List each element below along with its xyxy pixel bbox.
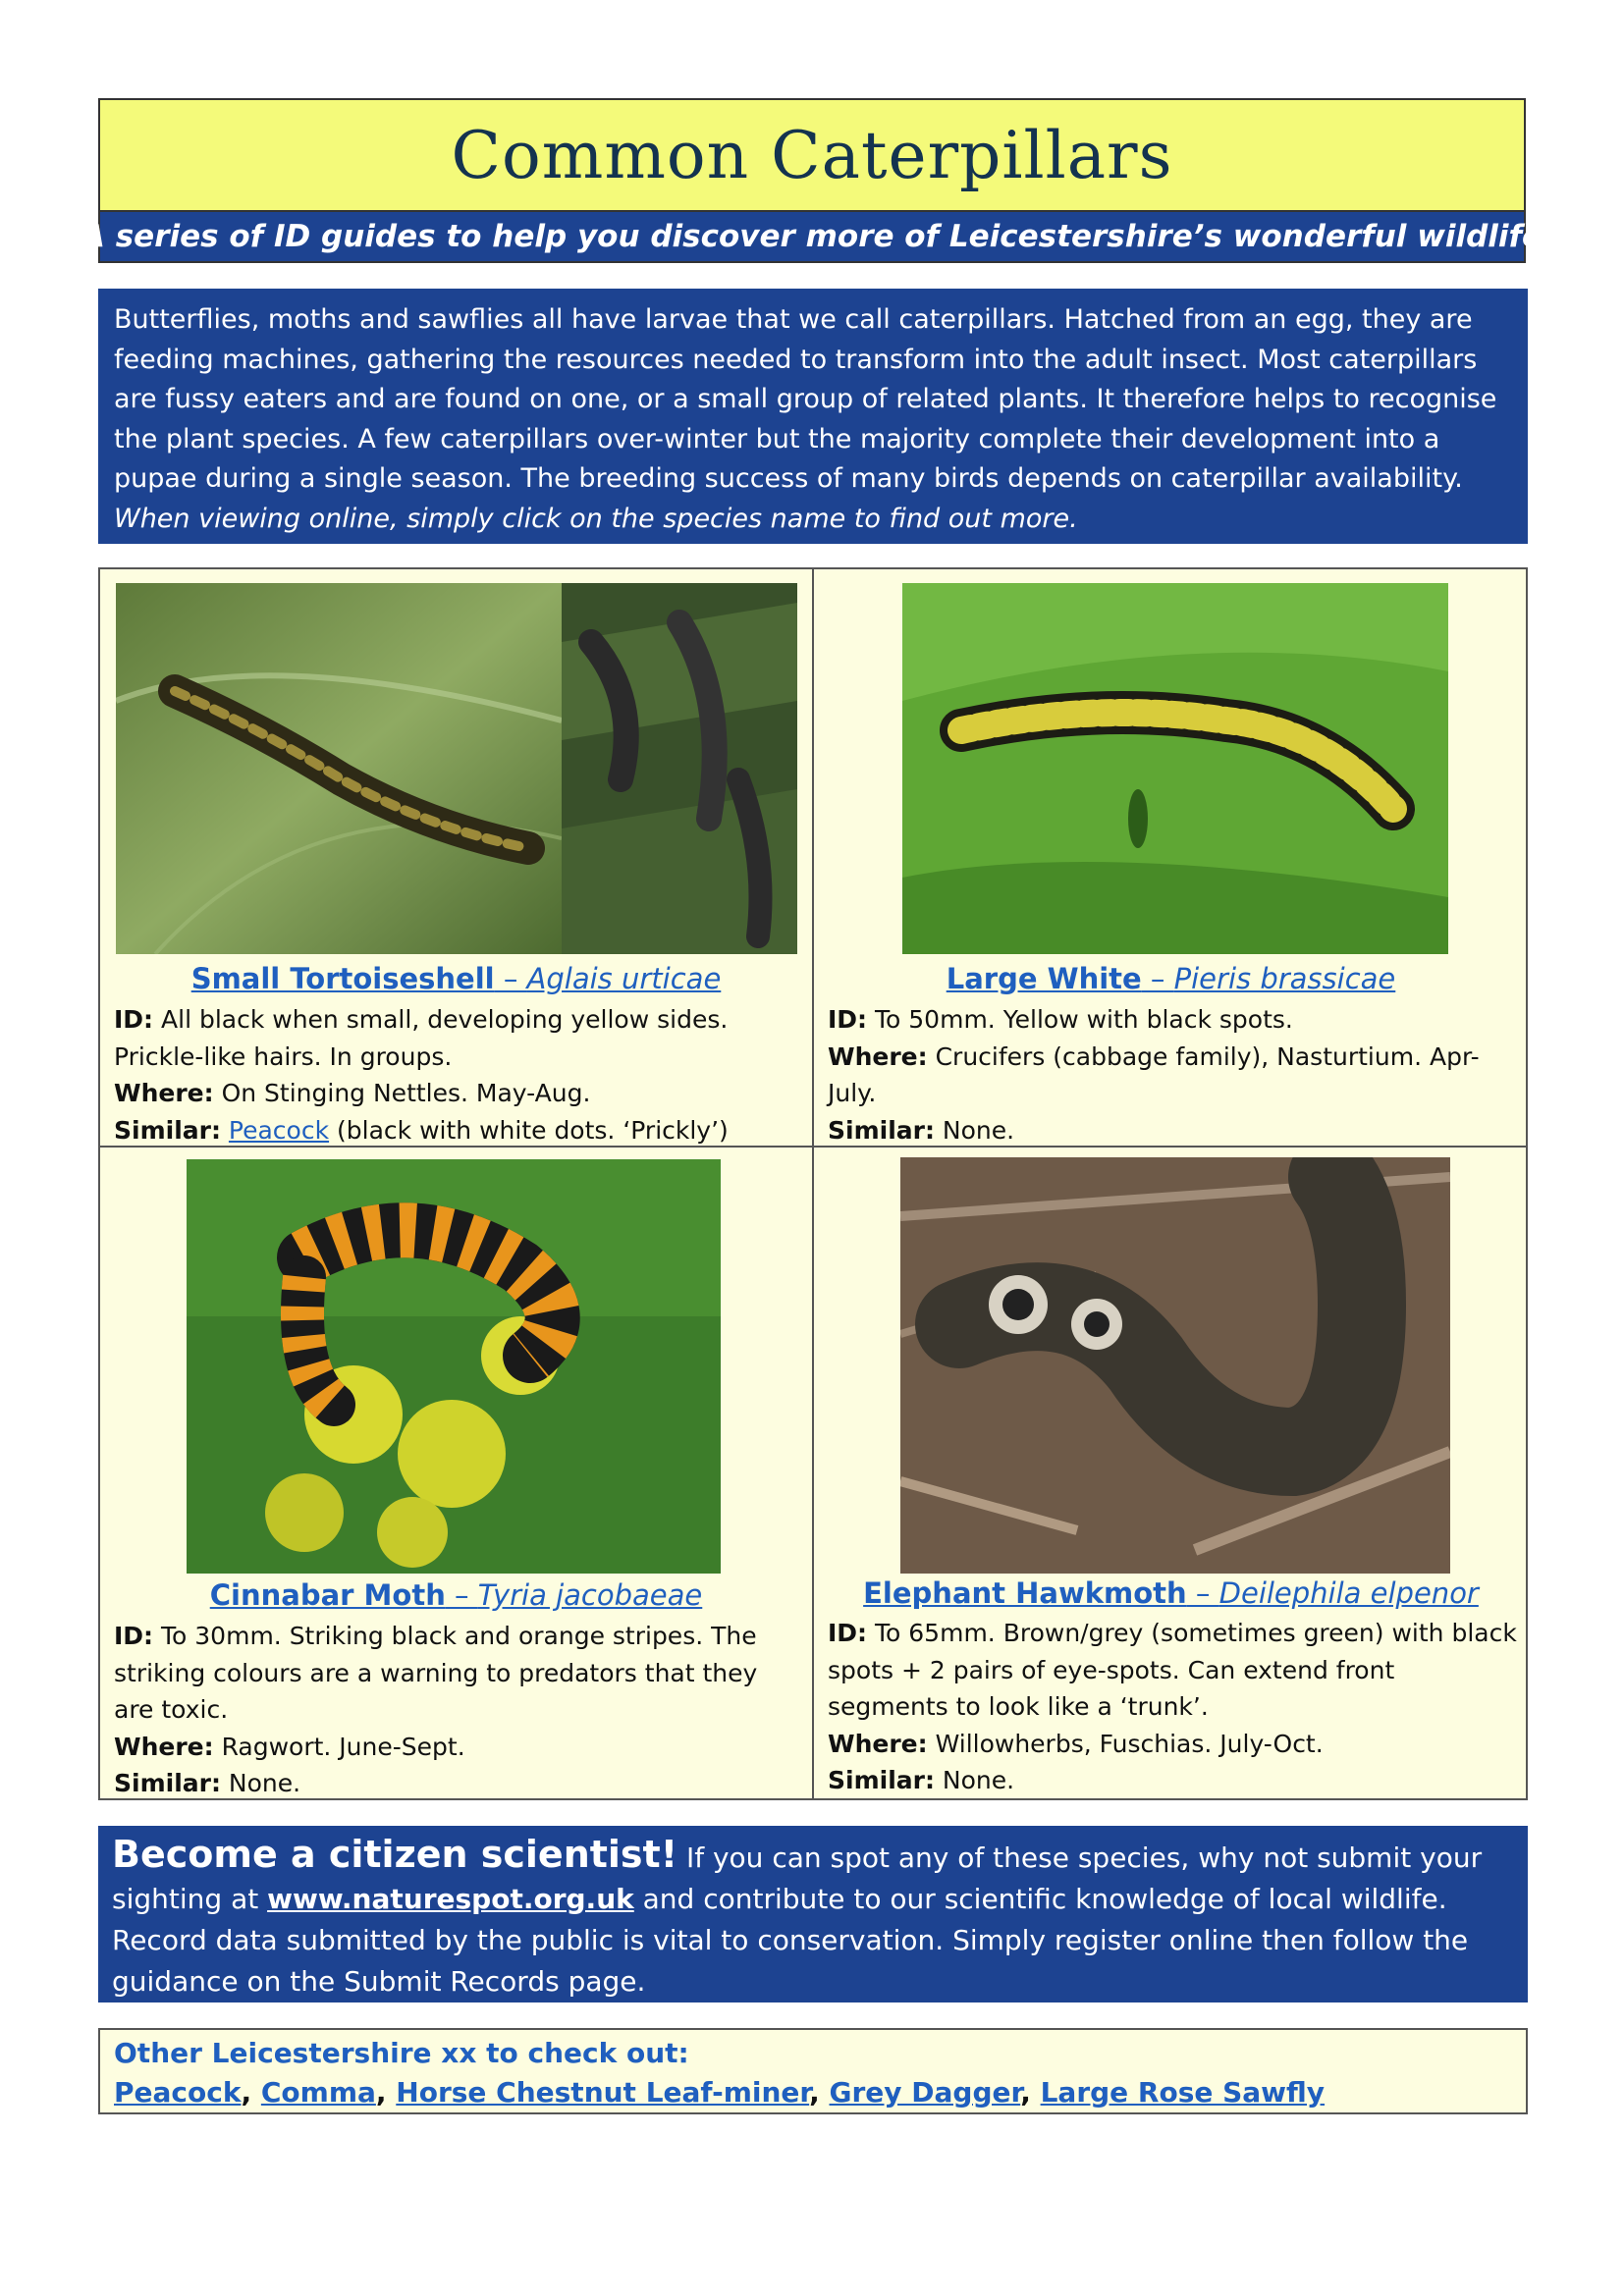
other-link-large-rose-sawfly[interactable]: Large Rose Sawfly: [1040, 2076, 1326, 2109]
small-tortoiseshell-photo: [116, 583, 562, 954]
species-name-link[interactable]: [100, 962, 812, 995]
citizen-text-before: If you can spot any of these species, why not submit your sighting at: [112, 1842, 1483, 1915]
id-text: All black when small, developing yellow sides. Prickle-like hairs. In groups.: [114, 1005, 729, 1071]
similar-label: Similar:: [114, 1115, 221, 1145]
other-link-peacock[interactable]: Peacock: [114, 2076, 242, 2109]
id-text: To 50mm. Yellow with black spots.: [875, 1005, 1293, 1034]
species-scientific-name: Pieris brassicae: [1173, 962, 1396, 995]
id-text: To 65mm. Brown/grey (sometimes green) with black spots + 2 pairs of eye-spots. Can extend front segments to look like a ‘trunk’.: [828, 1619, 1517, 1721]
similar-text: None.: [942, 1115, 1015, 1145]
similar-label: Similar:: [828, 1766, 935, 1794]
species-common-name: Small Tortoiseshell: [190, 962, 495, 995]
species-card-cinnabar-moth: [100, 1148, 812, 1800]
similar-text: (black with white dots. ‘Prickly’): [337, 1115, 729, 1145]
naturespot-link[interactable]: www.naturespot.org.uk: [267, 1883, 634, 1915]
title-band: [100, 100, 1524, 212]
species-scientific-name: Aglais urticae: [526, 962, 722, 995]
other-species-links: [114, 2073, 1512, 2112]
id-label: ID:: [828, 1005, 868, 1034]
species-info: [114, 1618, 802, 1802]
where-text: Willowherbs, Fuschias. July-Oct.: [935, 1729, 1324, 1758]
where-text: Ragwort. June-Sept.: [221, 1732, 465, 1761]
species-name-dash: –: [1186, 1576, 1219, 1610]
where-label: Where:: [828, 1729, 928, 1758]
link-separator: ,: [241, 2076, 261, 2109]
where-label: Where:: [114, 1079, 214, 1107]
title-box: [81, 98, 1543, 263]
species-grid: [98, 567, 1528, 1800]
id-label: ID:: [114, 1005, 154, 1034]
page-subtitle: A series of ID guides to help you discover more of Leicestershire’s wonderful wildlife: [81, 219, 1543, 254]
species-info: [828, 1615, 1518, 1799]
where-text: On Stinging Nettles. May-Aug.: [221, 1079, 591, 1107]
similar-link-peacock[interactable]: Peacock: [228, 1115, 330, 1145]
intro-text: Butterflies, moths and sawflies all have larvae that we call caterpillars. Hatched from an egg, they are feeding machines, gathering the resources needed to transform into the adult insect. Most caterpillars are fussy eaters and are found on one, or a small group of related plants. It therefore helps to recognise the plant species. A few caterpillars over-winter but the majority complete their development into a pupae during a single season. The breeding success of many birds depends on caterpillar availability.: [114, 304, 1497, 494]
other-link-comma[interactable]: Comma: [260, 2076, 376, 2109]
id-label: ID:: [828, 1619, 868, 1647]
cinnabar-moth-photo: [187, 1159, 721, 1574]
species-info: [114, 1001, 802, 1148]
other-species-title: Other Leicestershire xx to check out:: [114, 2037, 689, 2069]
link-separator: ,: [375, 2076, 397, 2109]
subtitle-band: [81, 212, 1543, 261]
species-name-link[interactable]: [814, 1576, 1528, 1610]
small-tortoiseshell-group-photo: [562, 583, 797, 954]
species-common-name: Cinnabar Moth: [209, 1578, 446, 1612]
species-name-dash: –: [1141, 962, 1174, 995]
link-separator: ,: [809, 2076, 830, 2109]
citizen-scientist-box: [98, 1826, 1528, 2002]
similar-text: None.: [942, 1766, 1015, 1794]
species-scientific-name: Tyria jacobaeae: [477, 1578, 703, 1612]
species-name-link[interactable]: [100, 1578, 812, 1612]
species-card-small-tortoiseshell: [100, 569, 812, 1146]
intro-box: [98, 289, 1528, 544]
species-name-dash: –: [494, 962, 527, 995]
similar-text: None.: [228, 1769, 301, 1797]
other-link-horse-chestnut-leaf-miner[interactable]: Horse Chestnut Leaf-miner: [396, 2076, 810, 2109]
species-name-dash: –: [445, 1578, 478, 1612]
intro-note: When viewing online, simply click on the species name to find out more.: [114, 503, 1078, 534]
large-white-photo: [902, 583, 1448, 954]
species-info: [828, 1001, 1518, 1148]
species-scientific-name: Deilephila elpenor: [1218, 1576, 1479, 1610]
species-card-elephant-hawkmoth: [814, 1148, 1528, 1800]
citizen-text-after: and contribute to our scientific knowledge of local wildlife. Record data submitted by the public is vital to conservation. Simply register online then follow the guidance on the Submit Records page.: [112, 1883, 1469, 1998]
link-separator: ,: [1020, 2076, 1041, 2109]
species-common-name: Elephant Hawkmoth: [863, 1576, 1187, 1610]
species-card-large-white: [814, 569, 1528, 1146]
species-common-name: Large White: [946, 962, 1142, 995]
page-title: Common Caterpillars: [451, 117, 1173, 193]
id-text: To 30mm. Striking black and orange stripes. The striking colours are a warning to predators that they are toxic.: [114, 1622, 758, 1724]
elephant-hawkmoth-photo: [900, 1157, 1450, 1574]
species-name-link[interactable]: [814, 962, 1528, 995]
other-species-box: [98, 2028, 1528, 2114]
other-link-grey-dagger[interactable]: Grey Dagger: [829, 2076, 1021, 2109]
citizen-heading: Become a citizen scientist!: [112, 1833, 678, 1876]
similar-label: Similar:: [828, 1115, 935, 1145]
where-text: Crucifers (cabbage family), Nasturtium. Apr-July.: [828, 1041, 1480, 1107]
where-label: Where:: [114, 1732, 214, 1761]
id-label: ID:: [114, 1622, 154, 1650]
where-label: Where:: [828, 1041, 928, 1071]
similar-label: Similar:: [114, 1769, 221, 1797]
